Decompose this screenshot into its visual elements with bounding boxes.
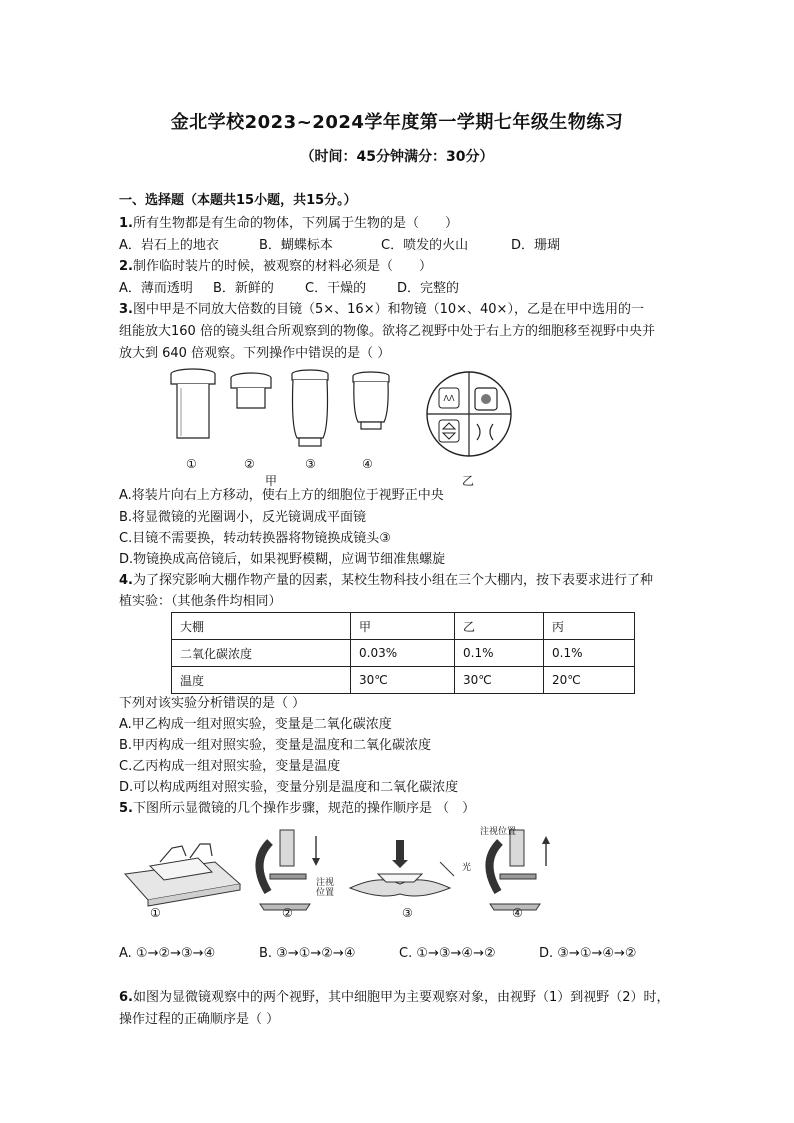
- eyepiece-short-icon: [231, 373, 271, 408]
- option-c: C．干燥的: [305, 281, 367, 296]
- lens-label-2: ②: [244, 457, 255, 471]
- option-b: B. ③→①→②→④: [259, 946, 356, 961]
- question-5: [119, 800, 475, 818]
- lens-label-1: ①: [186, 457, 197, 471]
- page-title: 金北学校2023~2024学年度第一学期七年级生物练习: [170, 112, 624, 133]
- experiment-table: [171, 612, 635, 694]
- question-3: [119, 301, 644, 319]
- table-cell: 30℃: [455, 667, 544, 694]
- figure-label-jia: 甲: [265, 474, 278, 488]
- figure-text-guang: 光: [462, 863, 472, 873]
- slide-stage-icon: [125, 844, 240, 906]
- question-stem-line1: 为了探究影响大棚作物产量的因素，某校生物科技小组在三个大棚内，按下表要求进行了种: [132, 573, 653, 588]
- page-subtitle: （时间：45分钟满分：30分）: [300, 149, 494, 165]
- question-2: [119, 258, 432, 276]
- question-3-option-d: D.物镜换成高倍镜后，如果视野模糊，应调节细准焦螺旋: [119, 552, 446, 567]
- eyepiece-long-icon: [171, 369, 215, 438]
- question-3-option-a: A.将装片向右上方移动，使右上方的细胞位于视野正中央: [119, 488, 444, 503]
- question-stem: 制作临时装片的时候，被观察的材料必须是（ ）: [132, 259, 432, 274]
- table-cell: 二氧化碳浓度: [172, 640, 351, 667]
- option-a: A. ①→②→③→④: [119, 946, 216, 961]
- question-4-option-c: C.乙丙构成一组对照实验，变量是温度: [119, 759, 341, 774]
- table-row: [172, 667, 635, 694]
- step-label-1: ①: [150, 906, 161, 920]
- objective-short-icon: [353, 372, 389, 429]
- option-a: A．岩石上的地衣: [119, 238, 219, 253]
- step-label-4: ④: [512, 906, 523, 920]
- question-number: 6.: [119, 990, 133, 1005]
- field-of-view-figure: [425, 366, 515, 466]
- question-4-ask: 下列对该实验分析错误的是（ ）: [119, 696, 306, 711]
- hands-light-icon: [350, 840, 454, 896]
- question-4-option-a: A.甲乙构成一组对照实验，变量是二氧化碳浓度: [119, 717, 392, 732]
- step-label-3: ③: [402, 906, 413, 920]
- lens-label-3: ③: [305, 457, 316, 471]
- question-1: [119, 215, 458, 233]
- question-4-option-d: D.可以构成两组对照实验，变量分别是温度和二氧化碳浓度: [119, 780, 459, 795]
- question-stem-line1: 如图为显微镜观察中的两个视野，其中细胞甲为主要观察对象，由视野（1）到视野（2）时，: [132, 990, 670, 1005]
- figure-text-zhushi-top: 注视位置: [480, 827, 517, 837]
- objective-long-icon: [292, 370, 328, 446]
- table-cell: 0.03%: [351, 640, 455, 667]
- question-6: [119, 989, 670, 1007]
- table-cell: 30℃: [351, 667, 455, 694]
- table-cell: 0.1%: [455, 640, 544, 667]
- question-stem: 下图所示显微镜的几个操作步骤，规范的操作顺序是 （ ）: [132, 801, 476, 816]
- question-number: 3.: [119, 302, 133, 317]
- option-a: A．薄而透明: [119, 281, 193, 296]
- option-d: D．完整的: [397, 281, 460, 296]
- microscope-lowering-icon: [259, 830, 320, 910]
- section-heading: 一、选择题（本题共15小题，共15分。）: [119, 193, 357, 208]
- question-number: 1.: [119, 216, 133, 231]
- question-3-line2: 组能放大160 倍的镜头组合所观察到的物像。欲将乙视野中处于右上方的细胞移至视野中央并: [119, 324, 655, 339]
- question-6-line2: 操作过程的正确顺序是（ ）: [119, 1012, 280, 1027]
- question-number: 4.: [119, 573, 133, 588]
- question-stem: 所有生物都是有生命的物体，下列属于生物的是（ ）: [132, 216, 458, 231]
- question-number: 2.: [119, 259, 133, 274]
- table-row: [172, 640, 635, 667]
- microscope-steps-figure: [120, 822, 560, 922]
- table-header-cell: 大棚: [172, 613, 351, 640]
- microscope-raising-icon: [489, 830, 550, 910]
- question-stem-line1: 图中甲是不同放大倍数的目镜（5×、16×）和物镜（10×、40×），乙是在甲中选用的一: [132, 302, 644, 317]
- question-3-line3: 放大到 640 倍观察。下列操作中错误的是（ ）: [119, 346, 391, 361]
- option-c: C. ①→③→④→②: [399, 946, 496, 961]
- option-b: B．新鲜的: [213, 281, 274, 296]
- option-d: D．珊瑚: [511, 238, 561, 253]
- question-3-option-c: C.目镜不需要换，转动转换器将物镜换成镜头③: [119, 531, 391, 546]
- svg-text:ΛΛ: ΛΛ: [443, 394, 455, 403]
- table-header-cell: 甲: [351, 613, 455, 640]
- question-4-line2: 植实验：（其他条件均相同）: [119, 594, 282, 609]
- lens-label-4: ④: [362, 457, 373, 471]
- option-d: D. ③→①→④→②: [539, 946, 637, 961]
- question-3-option-b: B.将显微镜的光圈调小，反光镜调成平面镜: [119, 510, 367, 525]
- option-c: C．喷发的火山: [381, 238, 469, 253]
- figure-label-yi: 乙: [462, 474, 475, 488]
- question-5-options: [119, 945, 637, 963]
- question-2-options: [119, 280, 459, 298]
- option-b: B．蝴蝶标本: [259, 238, 333, 253]
- table-header-cell: 乙: [455, 613, 544, 640]
- table-header-cell: 丙: [544, 613, 635, 640]
- figure-text-zhushi-step2: 注视位置: [316, 878, 335, 898]
- question-4: [119, 572, 653, 590]
- table-cell: 0.1%: [544, 640, 635, 667]
- question-number: 5.: [119, 801, 133, 816]
- table-cell: 温度: [172, 667, 351, 694]
- table-header-row: [172, 613, 635, 640]
- step-label-2: ②: [282, 906, 293, 920]
- question-4-option-b: B.甲丙构成一组对照实验，变量是温度和二氧化碳浓度: [119, 738, 432, 753]
- table-cell: 20℃: [544, 667, 635, 694]
- question-1-options: [119, 237, 560, 255]
